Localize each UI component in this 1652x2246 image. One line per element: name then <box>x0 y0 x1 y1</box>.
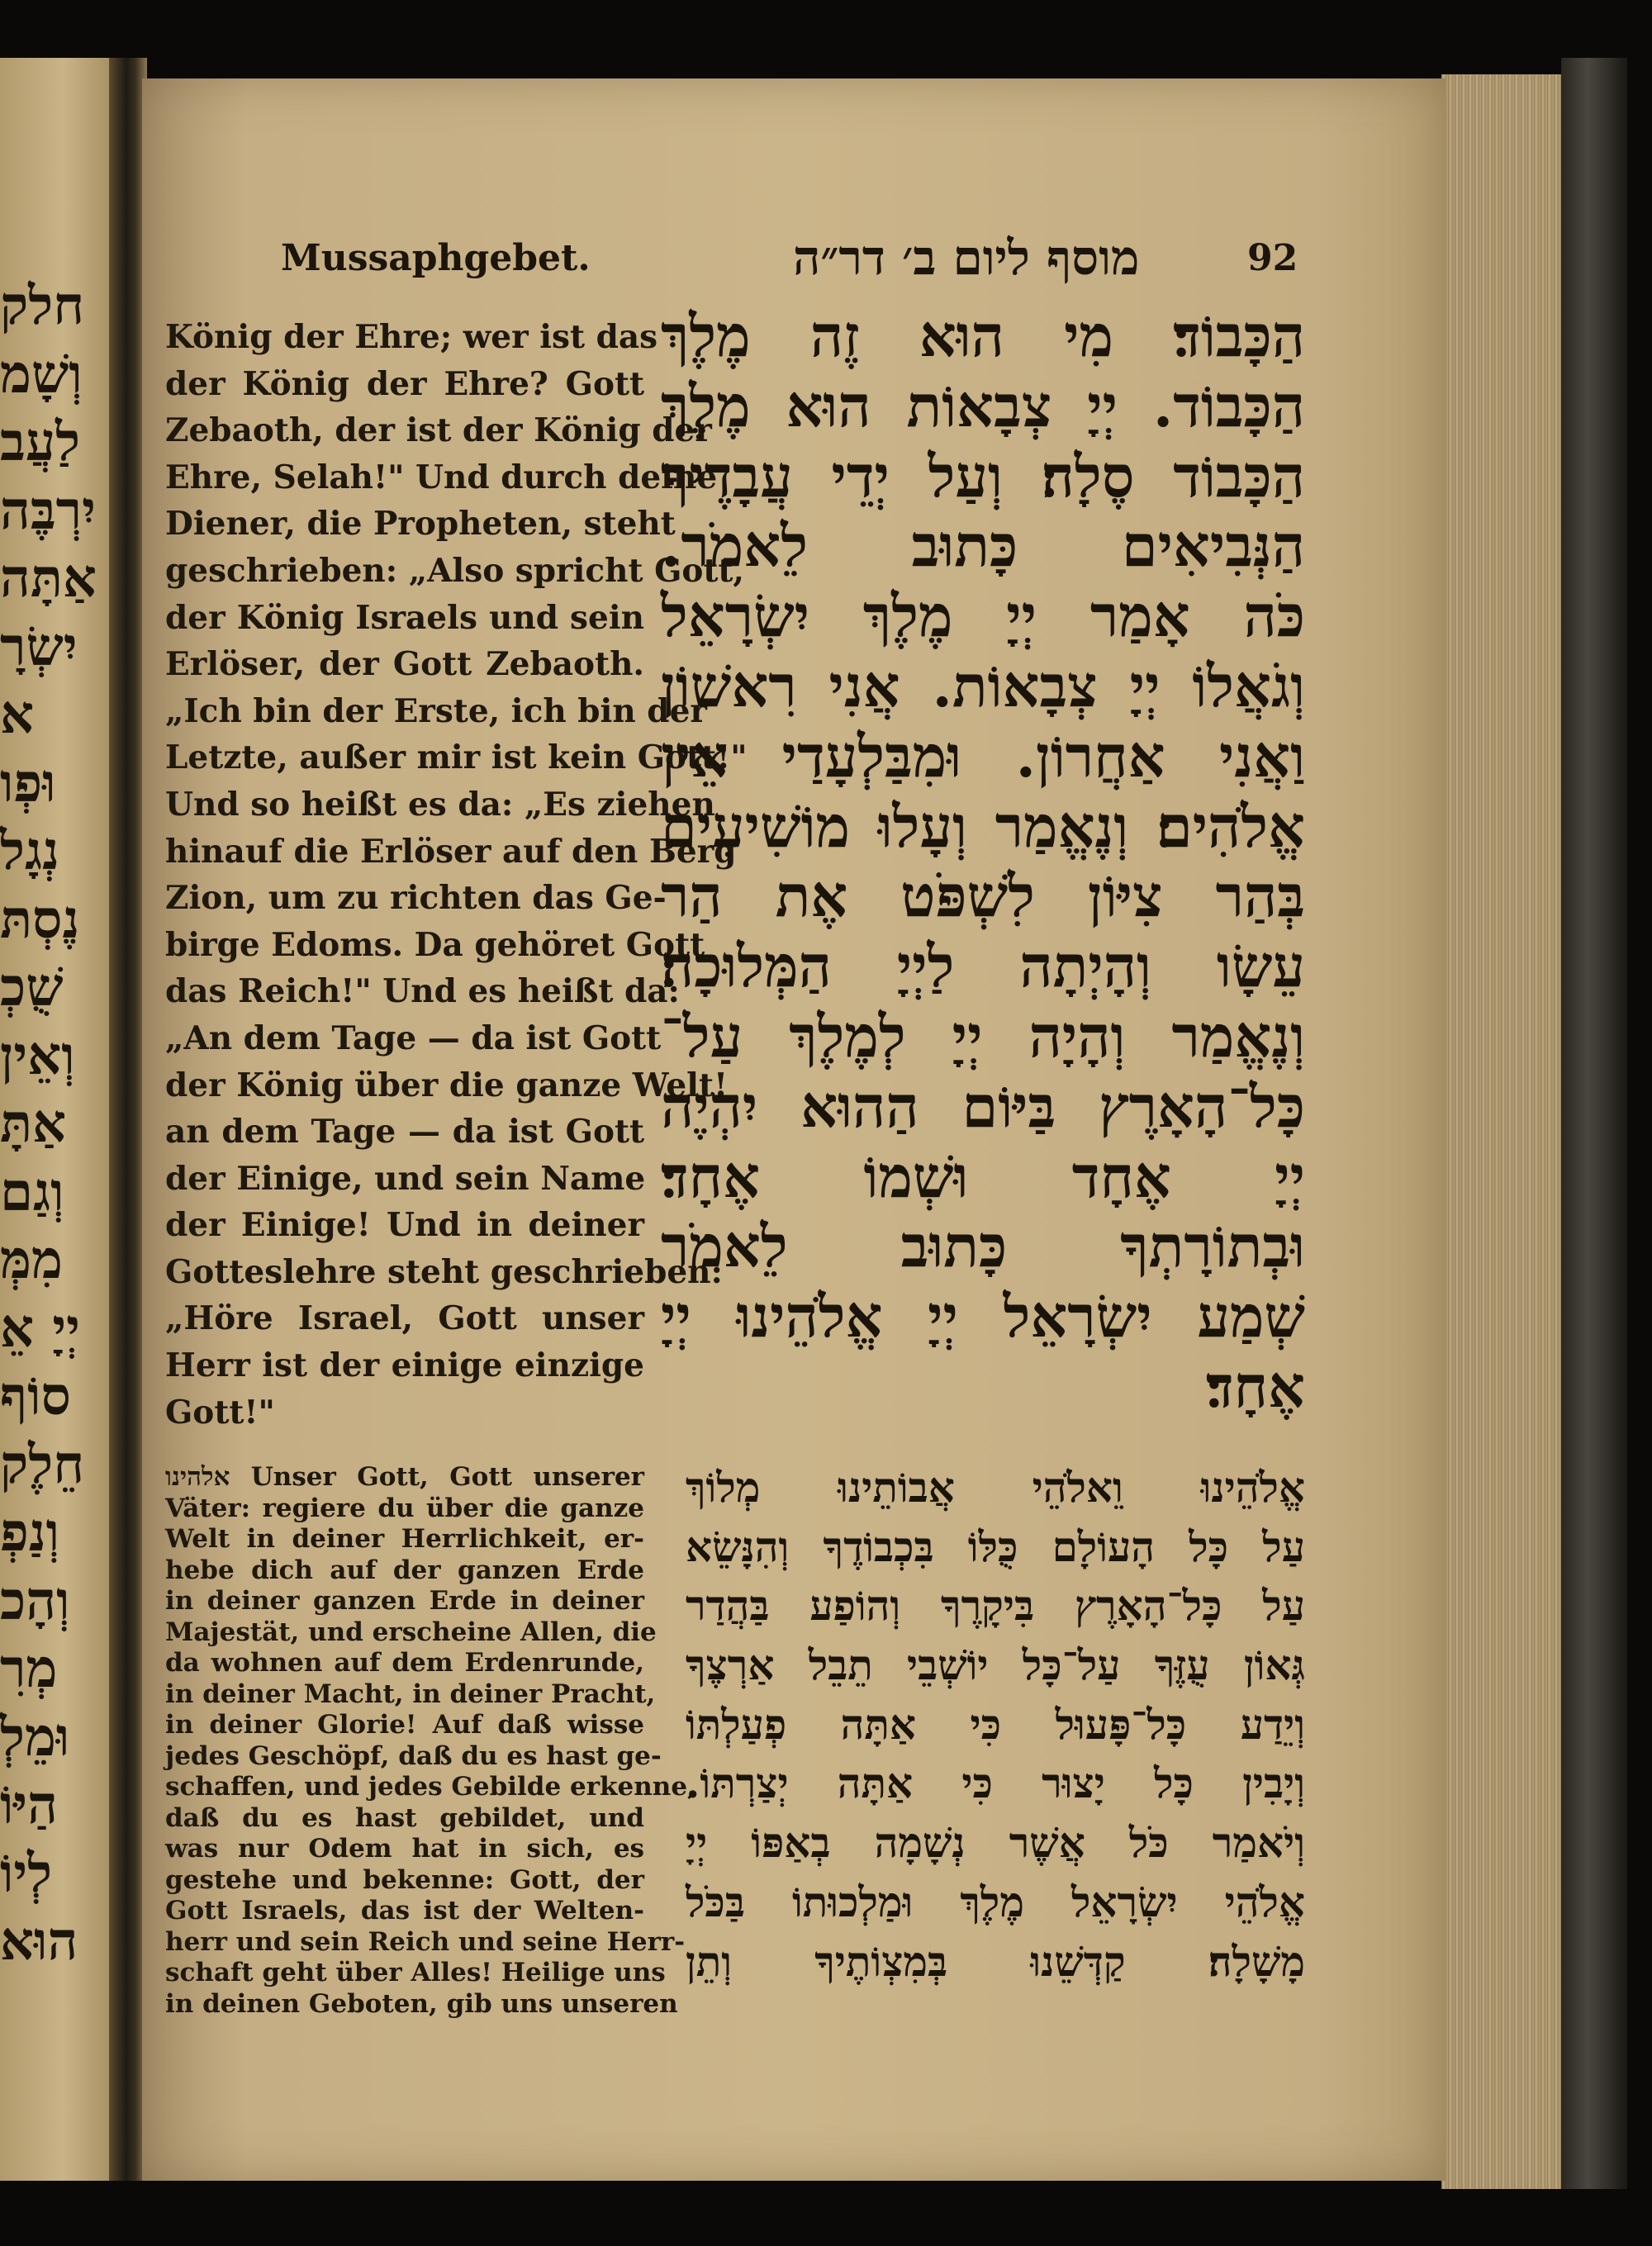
german-text-line: der König der Ehre? Gott <box>165 364 644 403</box>
previous-page-line-fragment: א <box>0 684 35 746</box>
hebrew-text-line: הַנְּבִיאִים כָּתוּב לֵאמֹר. <box>661 511 1305 581</box>
german-prayer-line: was nur Odem hat in sich, es <box>165 1834 644 1864</box>
german-text-line: Und so heißt es da: „Es ziehen <box>165 785 715 824</box>
german-text-line: König der Ehre; wer ist das <box>165 318 658 356</box>
german-prayer-line: schaft geht über Alles! Heilige uns <box>165 1958 666 1987</box>
german-prayer-line: אלהינו Unser Gott, Gott unserer <box>165 1462 644 1492</box>
previous-page-line-fragment: וְנַפְ <box>0 1502 59 1564</box>
hebrew-text-line: בְּהַר צִיּוֹן לִשְׁפֹּט אֶת הַר <box>661 862 1305 931</box>
previous-page-line-fragment: וְאֵין <box>0 1024 75 1087</box>
book-cover-edge <box>1561 58 1627 2189</box>
german-prayer-translation <box>165 1462 696 2020</box>
german-text-line: „An dem Tage — da ist Gott <box>165 1019 662 1057</box>
german-prayer-line: schaffen, und jedes Gebilde erkenne, <box>165 1772 696 1802</box>
previous-page-line-fragment: שֻׁכְ <box>0 957 64 1019</box>
german-prayer-line: Welt in deiner Herrlichkeit, er- <box>165 1524 644 1554</box>
hebrew-prayer-line: וְיָבִין כָּל יָצוּר כִּי אַתָּה יְצַרְתּוֹ. <box>686 1759 1305 1808</box>
german-prayer-line: gestehe und bekenne: Gott, der <box>165 1864 644 1895</box>
german-prayer-line: in deinen Geboten, gib uns unseren <box>165 1988 678 2019</box>
german-prayer-line: herr und sein Reich und seine Herr- <box>165 1926 686 1957</box>
previous-page-line-fragment: וּמֵלְ <box>0 1706 70 1769</box>
hebrew-text-line: יְיָ אֶחָד וּשְׁמוֹ אֶחָד׃ <box>661 1142 1305 1211</box>
hebrew-prayer-line: גְּאוֹן עֻזֶּךָ עַל־כָּל יוֹשְׁבֵי תֵבֵל אַרְצֶךָ <box>686 1641 1305 1690</box>
previous-page-line-fragment: וְגַם <box>0 1161 64 1223</box>
hebrew-text-line: וַאֲנִי אַחֲרוֹן. וּמִבַּלְעָדַי אֵין <box>661 721 1305 791</box>
german-text-line: Gotteslehre steht geschrieben: <box>165 1252 723 1291</box>
hebrew-text-line: וְגֹאֲלוֹ יְיָ צְבָאוֹת. אֲנִי רִאשׁוֹן <box>661 651 1305 720</box>
hebrew-text-line: אֶחָד׃ <box>1205 1351 1305 1421</box>
german-prayer-line: hebe dich auf der ganzen Erde <box>165 1555 644 1585</box>
hebrew-prayer-line: אֱלֹהֵי יִשְׂרָאֵל מֶלֶךְ וּמַלְכוּתוֹ בַּכֹּל <box>686 1877 1305 1926</box>
hebrew-text-line: הַכָּבוֹד. יְיָ צְבָאוֹת הוּא מֶלֶךְ <box>661 371 1305 440</box>
german-text-line: der Einige! Und in deiner <box>165 1206 644 1245</box>
german-text-line: Erlöser, der Gott Zebaoth. <box>165 645 644 684</box>
previous-page-hebrew-fragments <box>0 273 114 1977</box>
previous-page-line-fragment: לְיוֹ <box>0 1842 53 1905</box>
german-text-line: das Reich!" Und es heißt da: <box>165 972 680 1011</box>
german-text-line: der König über die ganze Welt! <box>165 1066 729 1104</box>
german-prayer-line: Majestät, und erscheine Allen, die <box>165 1617 657 1647</box>
german-text-line: Letzte, außer mir ist kein Gott!" <box>165 738 748 777</box>
previous-page-line-fragment: יִשְׂרָ <box>0 615 78 678</box>
hebrew-text-line: כָּל־הָאָרֶץ בַּיּוֹם הַהוּא יִהְיֶה <box>661 1071 1305 1141</box>
previous-page-line-fragment: אַתָּ <box>0 1093 67 1155</box>
german-text-line: an dem Tage — da ist Gott <box>165 1113 644 1151</box>
german-text-line: Diener, die Propheten, steht <box>165 505 676 544</box>
hebrew-prayer-text <box>686 1458 1305 1991</box>
previous-page-line-fragment: סוֹף <box>0 1365 71 1427</box>
german-prayer-line: in deiner Macht, in deiner Pracht, <box>165 1679 656 1709</box>
german-prayer-line: jedes Geschöpf, daß du es hast ge- <box>165 1740 662 1771</box>
german-prayer-line: Gott Israels, das ist der Welten- <box>165 1896 644 1925</box>
hebrew-prayer-line: מָשָׁלָה׃ קַדְּשֵׁנוּ בְּמִצְוֹתֶיךָ וְתֵן <box>686 1936 1305 1986</box>
german-text-line: der Einige, und sein Name <box>165 1159 646 1198</box>
running-header-hebrew: מוסף ליום ב׳ דר״ה <box>793 230 1140 286</box>
german-text-line: Gott!" <box>165 1393 275 1432</box>
hebrew-text-line: וְנֶאֱמַר וְהָיָה יְיָ לְמֶלֶךְ עַל־ <box>661 1001 1305 1071</box>
german-text-line: Ehre, Selah!" Und durch deine <box>165 458 718 496</box>
german-prayer-line: in deiner Glorie! Auf daß wisse <box>165 1710 644 1740</box>
hebrew-prayer-line: וְיֵדַע כָּל־פָּעוּל כִּי אַתָּה פְעַלְתּוֹ <box>686 1699 1305 1749</box>
previous-page-line-fragment: יִרְבֶּה <box>0 479 96 542</box>
german-text-line: „Höre Israel, Gott unser <box>165 1299 644 1338</box>
page-edges <box>1441 74 1569 2189</box>
previous-page-line-fragment: חֵלֶק <box>0 1433 85 1496</box>
german-text-line: birge Edoms. Da gehöret Gott <box>165 925 705 964</box>
hebrew-text-line: הַכָּבוֹד סֶלָה׃ וְעַל יְדֵי עֲבָדֶיךָ <box>661 441 1305 510</box>
german-text-line: Zebaoth, der ist der König der <box>165 411 712 450</box>
previous-page-line-fragment: מִמְּ <box>0 1229 63 1291</box>
previous-page-edge <box>0 58 114 2181</box>
hebrew-text-column <box>661 302 1305 1422</box>
previous-page-line-fragment: חלק <box>0 275 85 337</box>
hebrew-text-line: אֱלֹהִים׃ וְנֶאֱמַר וְעָלוּ מוֹשִׁיעִים <box>661 791 1305 861</box>
previous-page-line-fragment: לַעֲב <box>0 411 80 473</box>
page-number: 92 <box>1247 237 1298 279</box>
hebrew-text-line: הַכָּבוֹד׃ מִי הוּא זֶה מֶלֶךְ <box>661 302 1305 370</box>
german-prayer-line: in deiner ganzen Erde in deiner <box>165 1586 644 1616</box>
previous-page-line-fragment: אַתָּה <box>0 548 97 610</box>
hebrew-prayer-line: אֱלֹהֵינוּ וֵאלֹהֵי אֲבוֹתֵינוּ מְלוֹךְ <box>686 1463 1305 1512</box>
german-text-line: Zion, um zu richten das Ge- <box>165 879 667 918</box>
german-translation-column <box>165 314 748 1436</box>
previous-page-line-fragment: הַיּוֹ <box>0 1774 58 1836</box>
running-header-german: Mussaphgebet. <box>281 237 591 279</box>
previous-page-line-fragment: יְיָ אֵ <box>0 1297 80 1360</box>
previous-page-line-fragment: וְהָכ <box>0 1569 70 1632</box>
german-prayer-line: Väter: regiere du über die ganze <box>165 1493 644 1523</box>
previous-page-line-fragment: הוּא <box>0 1911 78 1973</box>
previous-page-line-fragment: נְגָל <box>0 820 59 882</box>
german-prayer-line: da wohnen auf dem Erdenrunde, <box>165 1648 644 1678</box>
hebrew-text-line: שְׁמַע יִשְׂרָאֵל יְיָ אֱלֹהֵינוּ יְיָ <box>661 1282 1305 1351</box>
hebrew-text-line: וּבְתוֹרָתְךָ כָּתוּב לֵאמֹר <box>661 1212 1305 1281</box>
german-text-line: Herr ist der einige einzige <box>165 1346 644 1385</box>
german-text-line: der König Israels und sein <box>165 598 644 637</box>
hebrew-prayer-line: עַל כָּל־הָאָרֶץ בִּיקָרֶךָ וְהוֹפַע בַּהֲדַר <box>686 1581 1305 1631</box>
hebrew-prayer-line: עַל כָּל הָעוֹלָם כֻּלּוֹ בִּכְבוֹדֶךָ וְהִנָּשֵׂא <box>686 1522 1305 1571</box>
german-text-line: „Ich bin der Erste, ich bin der <box>165 691 707 730</box>
german-text-line: geschrieben: „Also spricht Gott, <box>165 551 744 590</box>
previous-page-line-fragment: וּפְו <box>0 752 56 814</box>
previous-page-line-fragment: מְרִ <box>0 1638 58 1700</box>
hebrew-text-line: כֹּה אָמַר יְיָ מֶלֶךְ יִשְׂרָאֵל <box>661 582 1305 651</box>
previous-page-line-fragment: וְשָׁמ <box>0 343 83 406</box>
german-text-line: hinauf die Erlöser auf den Berg <box>165 832 737 871</box>
hebrew-text-line: עֵשָׂו וְהָיְתָה לַיְיָ הַמְּלוּכָה׃ <box>661 932 1305 1001</box>
hebrew-prayer-line: וְיֹאמַר כֹּל אֲשֶׁר נְשָׁמָה בְאַפּוֹ יְיָ <box>686 1818 1305 1868</box>
previous-page-line-fragment: נֶסְתּ <box>0 888 80 951</box>
german-prayer-line: daß du es hast gebildet, und <box>165 1802 644 1833</box>
